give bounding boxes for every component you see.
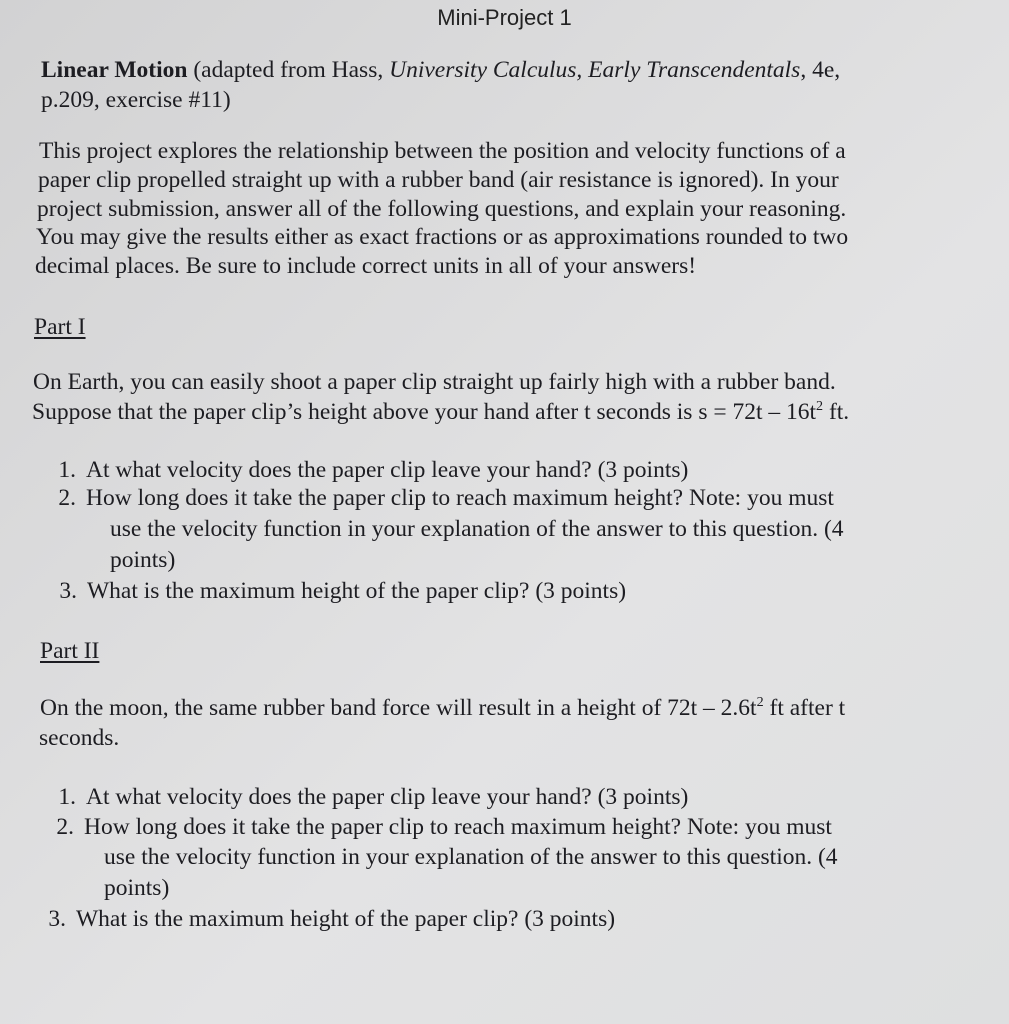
part2-heading: Part II xyxy=(40,638,100,664)
part2-q2-text-3: points) xyxy=(104,875,170,901)
part1-q2-number: 2. xyxy=(58,485,76,511)
part1-desc-unit: ft. xyxy=(823,399,850,425)
intro-line-5: decimal places. Be sure to include correct units in all of your answers! xyxy=(35,253,697,279)
part1-heading: Part I xyxy=(34,314,86,340)
intro-line-4: You may give the results either as exact fractions or as approximations rounded to two xyxy=(36,224,849,250)
part1-question-1 xyxy=(40,459,688,483)
part2-question-2 xyxy=(38,816,832,840)
header-bold: Linear Motion xyxy=(41,57,188,83)
part2-q2-text-2: use the velocity function in your explanation of the answer to this question. (4 xyxy=(104,844,838,870)
part2-q3-number: 3. xyxy=(48,906,66,932)
intro-line-2: paper clip propelled straight up with a rubber band (air resistance is ignored). In your xyxy=(38,167,839,193)
header-book: University Calculus, Early Transcendentals xyxy=(389,57,801,83)
part1-question-2 xyxy=(40,487,834,511)
intro-line-1: This project explores the relationship between the position and velocity functions of a xyxy=(39,138,846,164)
part1-question-3 xyxy=(41,580,626,604)
part2-q3-text: What is the maximum height of the paper clip? (3 points) xyxy=(76,906,616,932)
part2-desc-unit: ft after t xyxy=(763,695,846,721)
part1-q2-text-1: How long does it take the paper clip to reach maximum height? Note: you must xyxy=(86,485,834,511)
page-title: Mini-Project 1 xyxy=(437,5,572,30)
part1-exponent: 2 xyxy=(816,398,824,415)
header-post: , 4e, xyxy=(800,57,841,83)
part2-q2-text-1: How long does it take the paper clip to reach maximum height? Note: you must xyxy=(84,814,832,840)
part1-q2-text-2: use the velocity function in your explanation of the answer to this question. (4 xyxy=(110,516,844,542)
part1-desc-text: Suppose that the paper clip’s height above your hand after t seconds is s = 72t – 16t xyxy=(32,399,817,425)
part2-q1-number: 1. xyxy=(58,784,76,810)
header-line-1 xyxy=(41,59,840,83)
header-line-2: p.209, exercise #11) xyxy=(41,87,231,113)
part2-question-1 xyxy=(40,786,688,810)
part2-q1-text: At what velocity does the paper clip leave your hand? (3 points) xyxy=(86,784,689,810)
header-pre: (adapted from Hass, xyxy=(187,57,390,83)
part1-q1-text: At what velocity does the paper clip leave your hand? (3 points) xyxy=(86,457,689,483)
part2-question-3 xyxy=(30,908,615,932)
part2-exponent: 2 xyxy=(756,694,764,711)
part2-desc-line-2: seconds. xyxy=(39,725,120,751)
part2-desc-text: On the moon, the same rubber band force will result in a height of 72t – 2.6t xyxy=(40,695,757,721)
part1-q2-text-3: points) xyxy=(110,547,176,573)
part1-desc-line-1: On Earth, you can easily shoot a paper clip straight up fairly high with a rubber band. xyxy=(33,369,836,395)
part2-q2-number: 2. xyxy=(56,814,74,840)
part1-desc-line-2 xyxy=(32,398,850,425)
part1-q3-text: What is the maximum height of the paper clip? (3 points) xyxy=(87,578,627,604)
part2-desc-line-1 xyxy=(40,694,846,721)
part1-q1-number: 1. xyxy=(58,457,76,483)
intro-line-3: project submission, answer all of the following questions, and explain your reasoning. xyxy=(37,196,847,222)
part1-q3-number: 3. xyxy=(59,578,77,604)
